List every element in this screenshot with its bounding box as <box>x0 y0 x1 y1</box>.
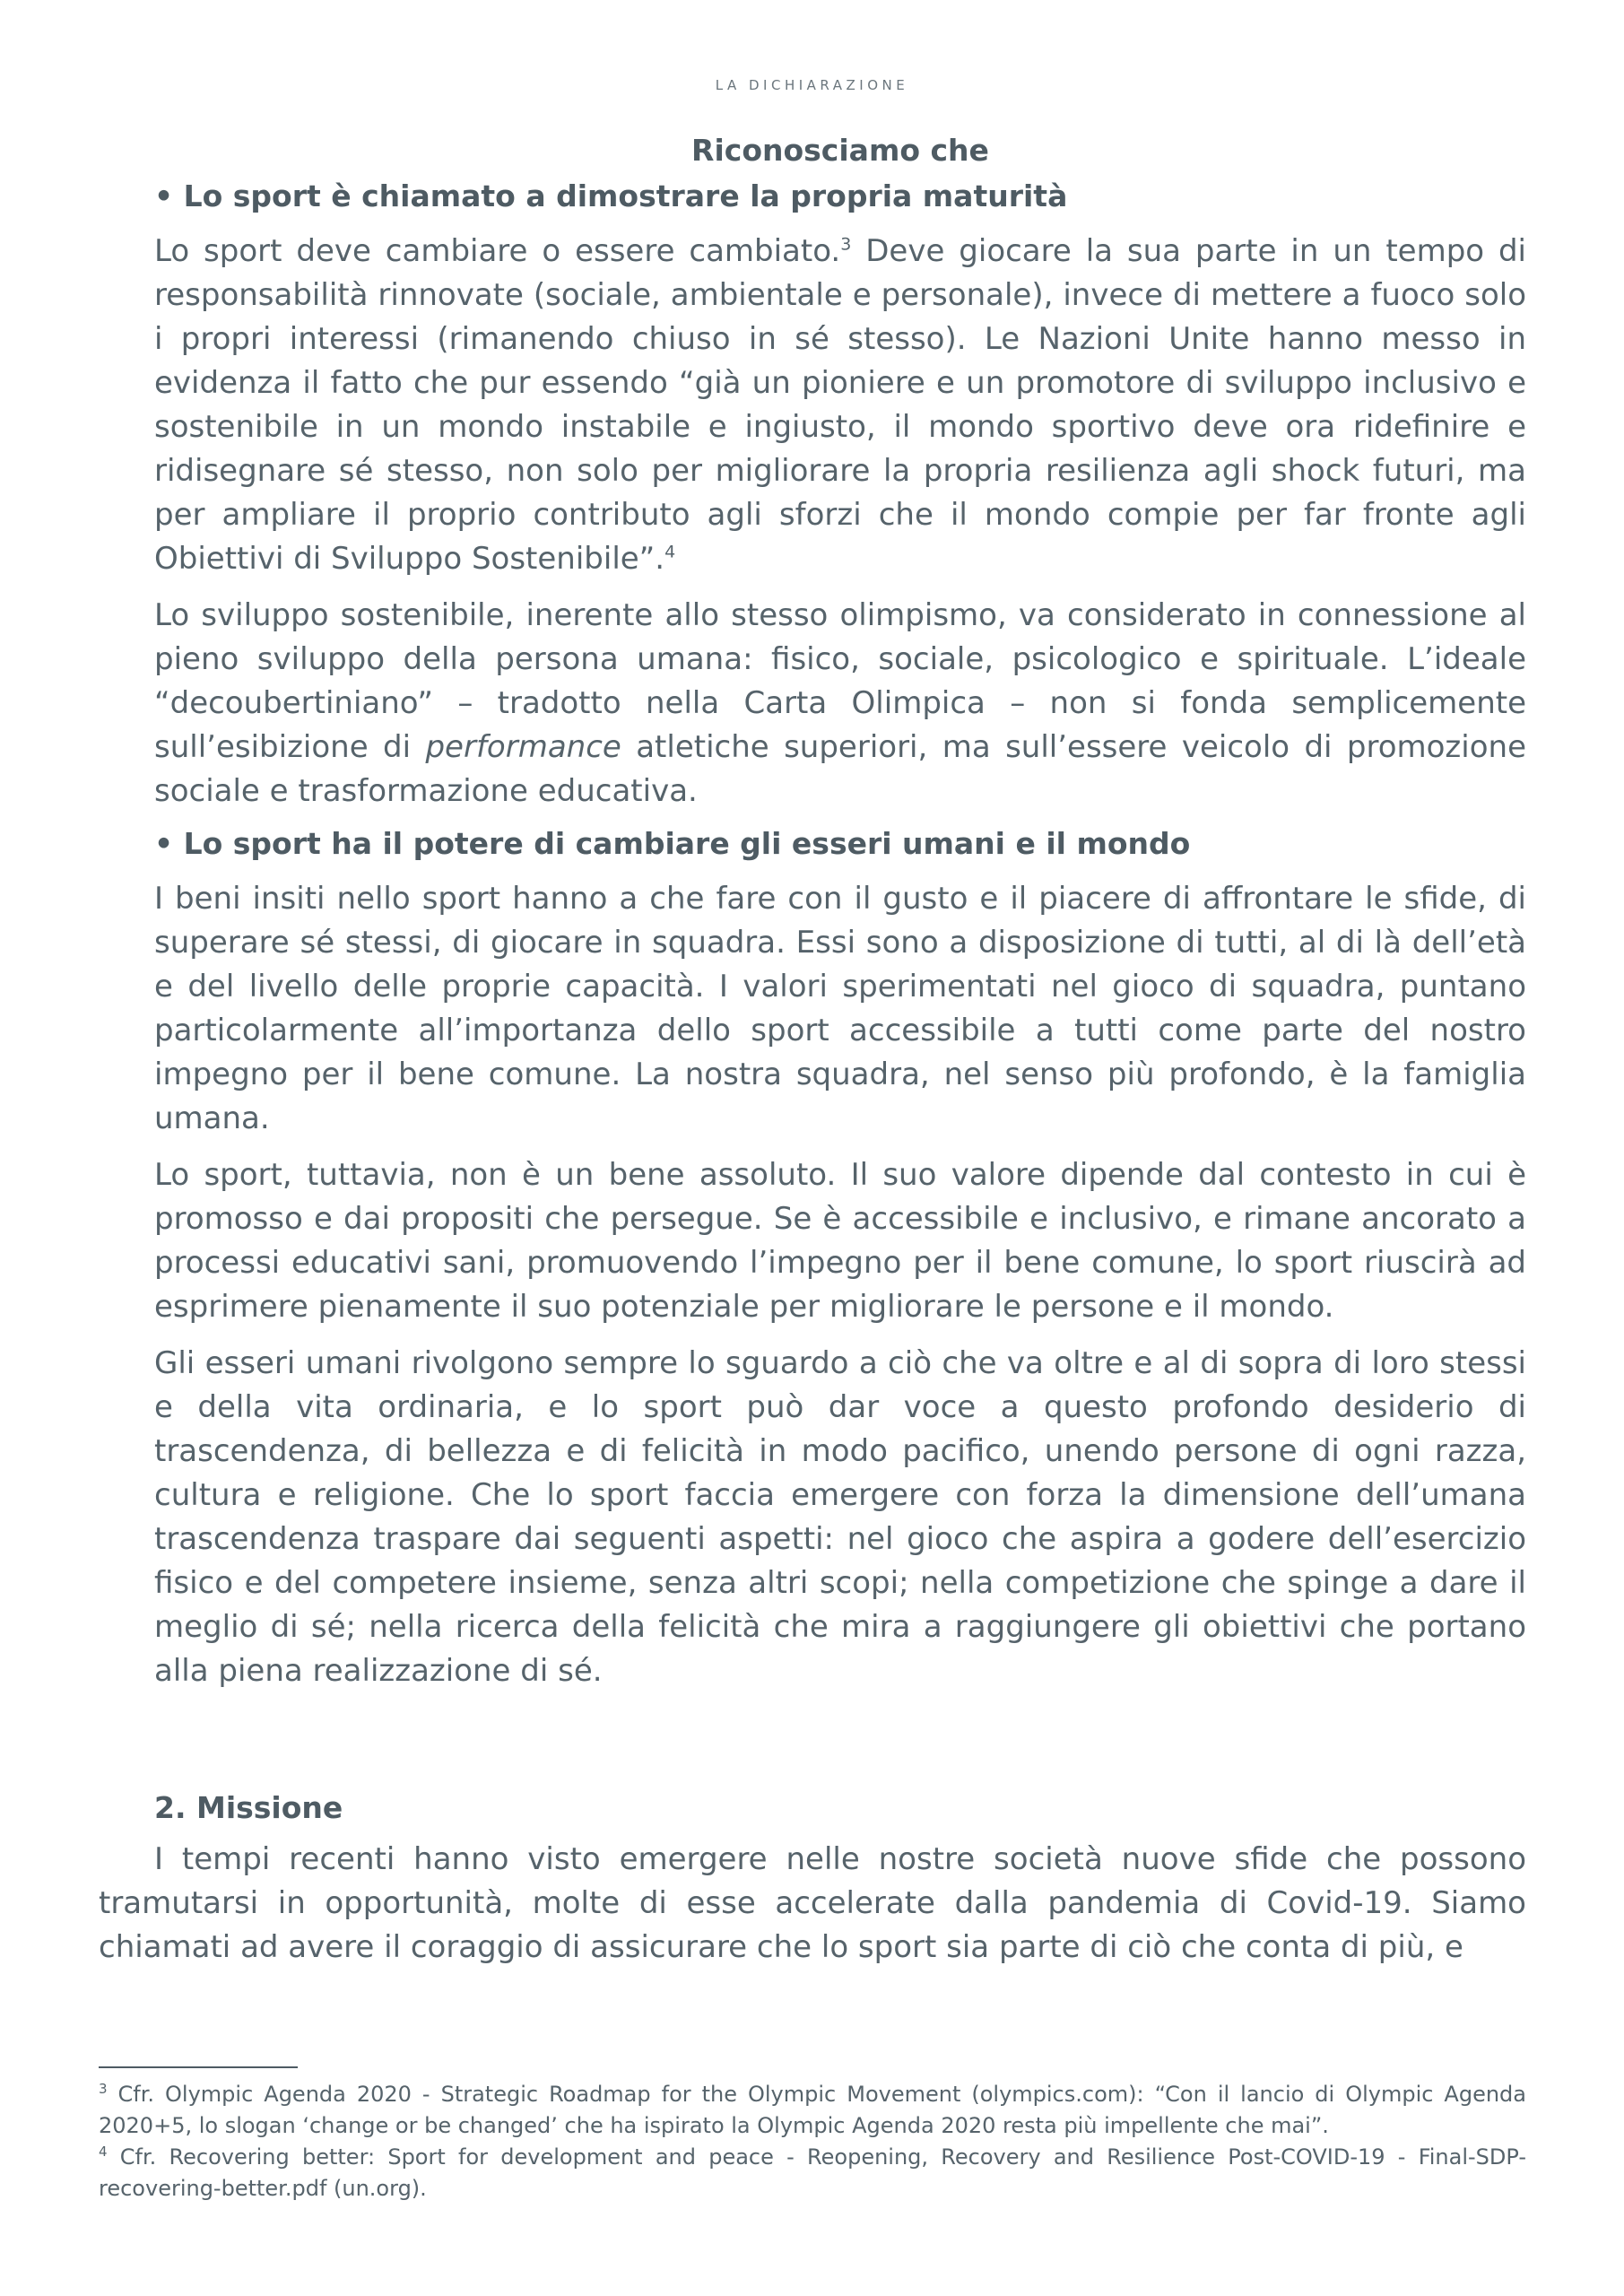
paragraph-text: Lo sport deve cambiare o essere cambiato. <box>154 233 841 269</box>
paragraph-maturity-1 <box>154 230 1526 581</box>
footnote-text: Cfr. Recovering better: Sport for development and peace - Reopening, Recovery and Resilience Post-COVID-19 - Final-SDP-recovering-better.pdf (un.org). <box>99 2144 1526 2201</box>
footnote-ref-3[interactable]: 3 <box>840 234 852 255</box>
footnote-text: Cfr. Olympic Agenda 2020 - Strategic Roadmap for the Olympic Movement (olympics.com): “Con il lancio di Olympic Agenda 2020+5, lo slogan ‘change or be changed’ che ha ispirato la Olympic Agenda 2020 resta più impellente che mai”. <box>99 2082 1526 2138</box>
mission-section <box>99 1790 1526 1982</box>
paragraph-text: Deve giocare la sua parte in un tempo di responsabilità rinnovate (sociale, ambientale e personale), invece di mettere a fuoco solo i propri interessi (rimanendo chiuso in sé stesso). Le Nazioni Unite hanno messo in evidenza il fatto che pur essendo “già un pioniere e un promotore di sviluppo inclusivo e sostenibile in un mondo instabile e ingiusto, il mondo sportivo deve ora ridefinire e ridisegnare sé stesso, non solo per migliorare la propria resilienza agli shock futuri, ma per ampliare il proprio contributo agli sforzi che il mondo compie per far fronte agli Obiettivi di Sviluppo Sostenibile”. <box>154 233 1527 577</box>
footnote-3 <box>99 2079 1526 2142</box>
paragraph-power-3: Gli esseri umani rivolgono sempre lo sguardo a ciò che va oltre e al di sopra di loro stessi e della vita ordinaria, e lo sport può dar voce a questo profondo desiderio di trascendenza, di bellezza e di felicità in modo pacifico, unendo persone di ogni razza, cultura e religione. Che lo sport faccia emergere con forza la dimensione dell’umana trascendenza traspare dai seguenti aspetti: nel gioco che aspira a godere dell’esercizio fisico e del competere insieme, senza altri scopi; nella competizione che spinge a dare il meglio di sé; nella ricerca della felicità che mira a raggiungere gli obiettivi che portano alla piena realizzazione di sé. <box>154 1345 1526 1689</box>
footnotes <box>99 2079 1526 2205</box>
paragraph-power-2: Lo sport, tuttavia, non è un bene assoluto. Il suo valore dipende dal contesto in cui è promosso e dai propositi che persegue. Se è accessibile e inclusivo, e rimane ancorato a processi educativi sani, promuovendo l’impegno per il bene comune, lo sport riuscirà ad esprimere pienamente il suo potenziale per migliorare le persone e il mondo. <box>154 1157 1526 1325</box>
mission-heading: 2. Missione <box>154 1790 343 1825</box>
footnote-4 <box>99 2142 1526 2205</box>
running-head: LA DICHIARAZIONE <box>715 77 909 93</box>
footnote-number: 4 <box>99 2144 108 2160</box>
mission-paragraph: I tempi recenti hanno visto emergere nelle nostre società nuove sfide che possono tramutarsi in opportunità, molte di esse accelerate dalla pandemia di Covid-19. Siamo chiamati ad avere il coraggio di assicurare che lo sport sia parte di ciò che conta di più, e <box>99 1841 1526 1965</box>
bullet-heading-power: • Lo sport ha il potere di cambiare gli esseri umani e il mondo <box>154 826 1191 861</box>
paragraph-text: atletiche superiori, ma sull’essere veicolo di promozione sociale e trasformazione educativa. <box>154 729 1526 809</box>
footnote-divider <box>99 2066 298 2068</box>
declaration-content <box>154 133 1526 1706</box>
bullet-heading-maturity: • Lo sport è chiamato a dimostrare la propria maturità <box>154 178 1068 213</box>
paragraph-text: Lo sviluppo sostenibile, inerente allo stesso olimpismo, va considerato in connessione al pieno sviluppo della persona umana: fisico, sociale, psicologico e spirituale. L’ideale “decoubertiniano” – tradotto nella Carta Olimpica – non si fonda semplicemente sull’esibizione di <box>154 597 1526 765</box>
section-title: Riconosciamo che <box>691 133 989 168</box>
paragraph-maturity-2 <box>154 594 1526 813</box>
italic-term: performance <box>425 729 621 765</box>
footnote-number: 3 <box>99 2081 108 2097</box>
footnote-ref-4[interactable]: 4 <box>664 542 676 562</box>
paragraph-power-1: I beni insiti nello sport hanno a che fare con il gusto e il piacere di affrontare le sfide, di superare sé stessi, di giocare in squadra. Essi sono a disposizione di tutti, al di là dell’età e del livello delle proprie capacità. I valori sperimentati nel gioco di squadra, puntano particolarmente all’importanza dello sport accessibile a tutti come parte del nostro impegno per il bene comune. La nostra squadra, nel senso più profondo, è la famiglia umana. <box>154 881 1526 1136</box>
